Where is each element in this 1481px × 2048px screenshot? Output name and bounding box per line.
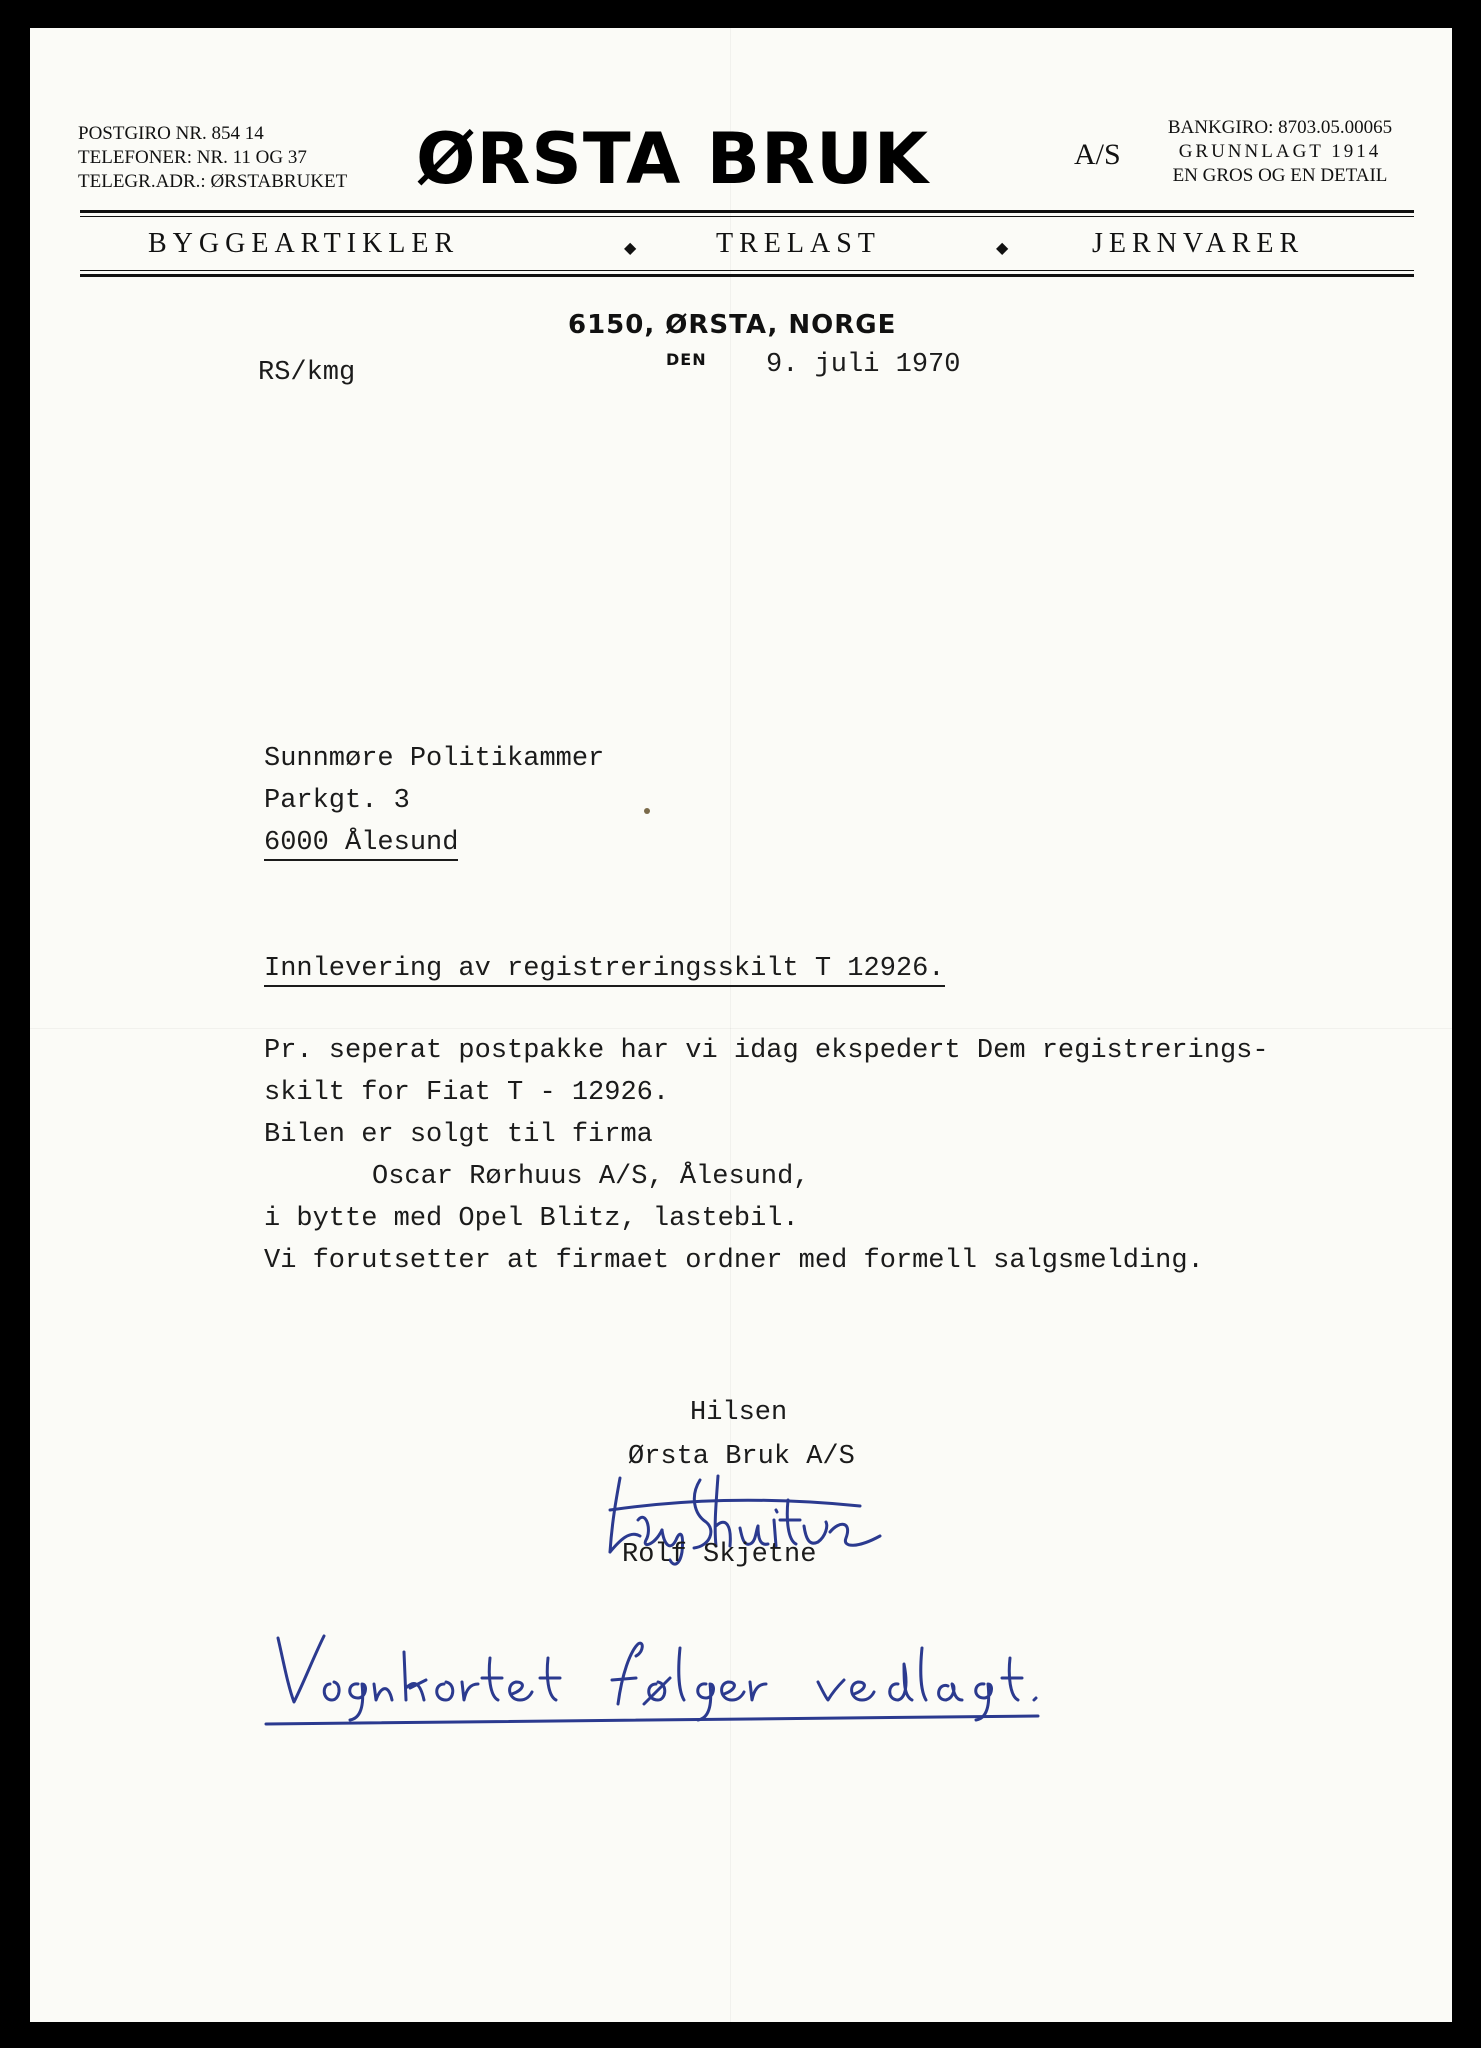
body-line: i bytte med Opel Blitz, lastebil. [264, 1204, 799, 1234]
founded-line: GRUNNLAGT 1914 [1178, 141, 1382, 162]
logo-wordmark: ØRSTA BRUK [416, 118, 930, 200]
subject-line [264, 948, 945, 990]
letter-body [264, 1030, 1269, 1282]
paper-stain [644, 808, 650, 814]
letterhead-bank-block [1130, 116, 1430, 188]
company-logo [416, 118, 929, 200]
place-line: 6150, ØRSTA, NORGE [568, 310, 897, 340]
category-building-supplies: BYGGEARTIKLER [148, 228, 460, 259]
body-line: Vi forutsetter at firmaet ordner med formell salgsmelding. [264, 1246, 1204, 1276]
telegram-address-line: TELEGR.ADR.: ØRSTABRUKET [78, 171, 348, 192]
handwritten-note [258, 1624, 1078, 1734]
category-bullet-1: ◆ [624, 240, 637, 257]
header-rule-bottom-thin [80, 270, 1414, 271]
recipient-city: 6000 Ålesund [264, 828, 458, 861]
body-line: skilt for Fiat T - 12926. [264, 1078, 670, 1108]
logo-suffix: A/S [1074, 138, 1121, 171]
body-line: Pr. seperat postpakke har vi idag ekspedert Dem registrerings- [264, 1036, 1269, 1066]
recipient-street: Parkgt. 3 [264, 786, 410, 816]
signatory-name: Rolf Skjetne [622, 1540, 817, 1570]
subject-text: Innlevering av registreringsskilt T 12926. [264, 954, 945, 987]
recipient-name: Sunnmøre Politikammer [264, 744, 605, 774]
postgiro-line: POSTGIRO NR. 854 14 [78, 123, 264, 144]
letterhead-contact-block [78, 122, 347, 194]
body-line: Bilen er solgt til firma [264, 1120, 653, 1150]
wholesale-retail-line: EN GROS OG EN DETAIL [1172, 165, 1388, 186]
reference-code: RS/kmg [258, 358, 356, 388]
telephone-line: TELEFONER: NR. 11 OG 37 [78, 147, 307, 168]
date-prefix: DEN [666, 350, 707, 369]
bankgiro-line: BANKGIRO: 8703.05.00065 [1167, 117, 1393, 138]
recipient-block [264, 738, 604, 864]
letter-page [30, 28, 1452, 2022]
body-line: Oscar Rørhuus A/S, Ålesund, [372, 1162, 810, 1192]
closing-greeting: Hilsen [690, 1398, 788, 1428]
category-timber: TRELAST [716, 228, 881, 259]
header-rule-bottom [80, 274, 1414, 277]
header-rule-top-thin [80, 216, 1414, 217]
closing-company: Ørsta Bruk A/S [628, 1442, 855, 1472]
category-hardware: JERNVARER [1092, 228, 1305, 259]
category-bullet-2: ◆ [996, 240, 1009, 257]
header-rule-top [80, 210, 1414, 213]
letter-date: 9. juli 1970 [766, 350, 961, 380]
